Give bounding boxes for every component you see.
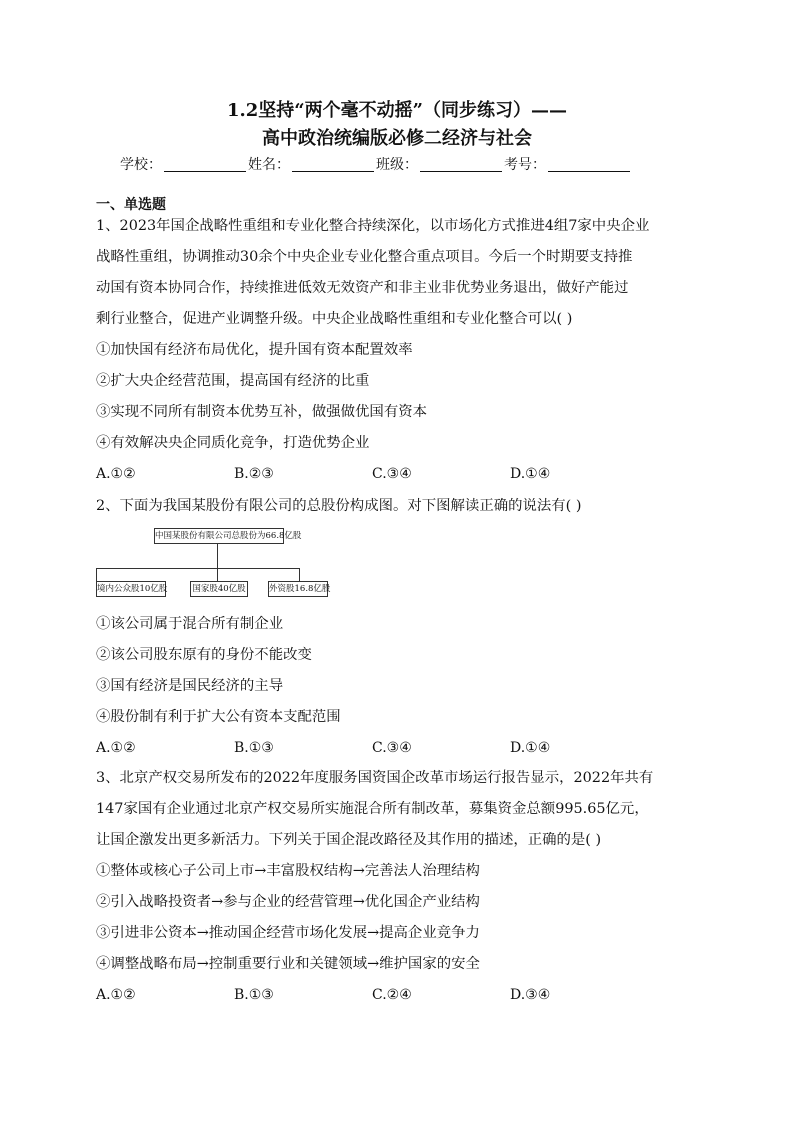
figure-connector <box>299 568 300 581</box>
class-blank[interactable] <box>420 157 502 172</box>
class-label: 班级： <box>376 157 418 173</box>
q3-stem-line: 让国企激发出更多新活力。下列关于国企混改路径及其作用的描述，正确的是( ) <box>96 832 602 848</box>
q3-option-c[interactable]: C.②④ <box>372 987 412 1003</box>
q1-option-c[interactable]: C.③④ <box>372 466 412 482</box>
q3-item: ③引进非公资本→推动国企经营市场化发展→提高企业竞争力 <box>96 925 480 941</box>
name-label: 姓名： <box>248 157 290 173</box>
figure-connector <box>217 544 218 568</box>
document-title-line2: 高中政治统编版必修二经济与社会 <box>262 128 532 149</box>
school-label: 学校： <box>120 157 162 173</box>
q3-stem-line: 3、北京产权交易所发布的2022年度服务国资国企改革市场运行报告显示，2022年共有 <box>96 770 654 786</box>
q3-item: ②引入战略投资者→参与企业的经营管理→优化国企产业结构 <box>96 894 480 910</box>
q1-item: ①加快国有经济布局优化，提升国有资本配置效率 <box>96 342 413 358</box>
q2-item: ①该公司属于混合所有制企业 <box>96 616 284 632</box>
figure-child-box: 国家股40亿股 <box>190 581 248 597</box>
name-blank[interactable] <box>292 157 374 172</box>
section-heading: 一、单选题 <box>96 197 166 213</box>
q2-item: ④股份制有利于扩大公有资本支配范围 <box>96 709 341 725</box>
q3-option-b[interactable]: B.①③ <box>234 987 274 1003</box>
q2-option-c[interactable]: C.③④ <box>372 740 412 756</box>
q3-item: ①整体或核心子公司上市→丰富股权结构→完善法人治理结构 <box>96 863 480 879</box>
figure-child-box: 外资股16.8亿股 <box>268 581 328 597</box>
q3-item: ④调整战略布局→控制重要行业和关键领域→维护国家的安全 <box>96 956 480 972</box>
figure-connector <box>96 568 300 569</box>
q2-stem: 2、下面为我国某股份有限公司的总股份构成图。对下图解读正确的说法有( ) <box>96 498 582 514</box>
q1-stem-line: 剩行业整合，促进产业调整升级。中央企业战略性重组和专业化整合可以( ) <box>96 311 573 327</box>
q1-stem-line: 动国有资本协同合作，持续推进低效无效资产和非主业非优势业务退出，做好产能过 <box>96 280 629 296</box>
q3-option-d[interactable]: D.③④ <box>510 987 551 1003</box>
q1-option-a[interactable]: A.①② <box>96 466 136 482</box>
q1-item: ②扩大央企经营范围，提高国有经济的比重 <box>96 373 370 389</box>
q1-item: ④有效解决央企同质化竞争，打造优势企业 <box>96 435 370 451</box>
figure-connector <box>96 568 97 581</box>
q2-option-d[interactable]: D.①④ <box>510 740 551 756</box>
document-title-line1: 1.2坚持“两个毫不动摇”（同步练习）—— <box>226 100 568 121</box>
school-blank[interactable] <box>164 157 246 172</box>
share-structure-figure <box>96 528 330 604</box>
figure-connector <box>217 568 218 581</box>
q1-option-b[interactable]: B.②③ <box>234 466 274 482</box>
exam-no-label: 考号： <box>504 157 546 173</box>
figure-child-box: 境内公众股10亿股 <box>96 581 166 597</box>
q2-option-b[interactable]: B.①③ <box>234 740 274 756</box>
q1-stem-line: 1、2023年国企战略性重组和专业化整合持续深化，以市场化方式推进4组7家中央企业 <box>96 218 650 234</box>
student-info-row <box>120 154 680 174</box>
q1-stem-line: 战略性重组，协调推动30余个中央企业专业化整合重点项目。今后一个时期要支持推 <box>96 249 633 265</box>
q2-option-a[interactable]: A.①② <box>96 740 136 756</box>
q2-item: ③国有经济是国民经济的主导 <box>96 678 284 694</box>
exam-no-blank[interactable] <box>548 157 630 172</box>
q3-stem-line: 147家国有企业通过北京产权交易所实施混合所有制改革，募集资金总额995.65亿元， <box>96 801 649 817</box>
q1-item: ③实现不同所有制资本优势互补，做强做优国有资本 <box>96 404 427 420</box>
figure-top-box: 中国某股份有限公司总股份为66.8亿股 <box>154 528 284 544</box>
q1-option-d[interactable]: D.①④ <box>510 466 551 482</box>
q3-option-a[interactable]: A.①② <box>96 987 136 1003</box>
q2-item: ②该公司股东原有的身份不能改变 <box>96 647 312 663</box>
